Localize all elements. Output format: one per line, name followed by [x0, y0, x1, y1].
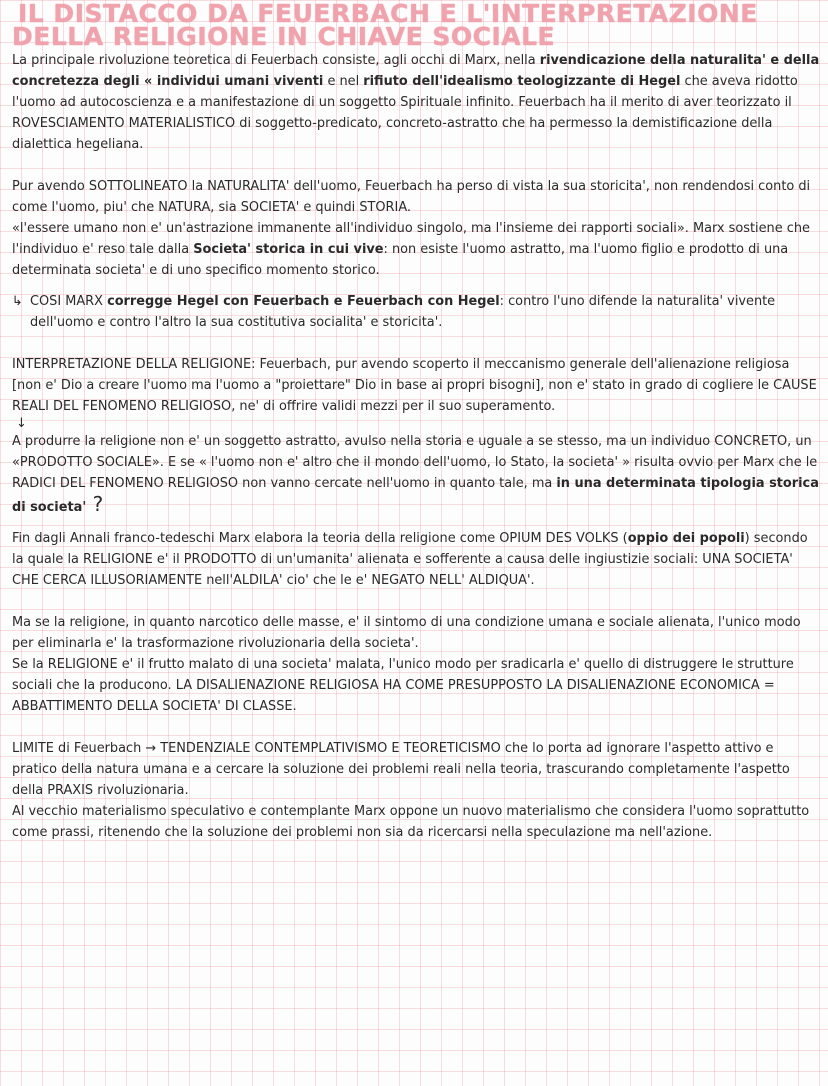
paragraph-feuerbach-merit: La principale rivoluzione teoretica di Feuerbach consiste, agli occhi di Marx, nella rivendicazione della naturalita' e della concretezza degli « individui umani viventi e nel rifiuto dell'idealismo teologizzante di Hegel che aveva ridotto l'uomo ad autocoscienza e a manifestazione di un soggetto Spirituale infinito. Feuerbach ha il merito di aver teorizzato il ROVESCIAMENTO MATERIALISTICO di soggetto-predicato, concreto-astratto che ha permesso la demistificazione della dialettica hegeliana.: [12, 53, 820, 152]
title-line-1: IL DISTACCO DA FEUERBACH E L'INTERPRETAZIONE: [18, 0, 758, 28]
paragraph-opium: Fin dagli Annali franco-tedeschi Marx elabora la teoria della religione come OPIUM DES VOLKS (oppio dei popoli) secondo la quale la RELIGIONE e' il PRODOTTO di un'umanita' alienata e sofferente a causa delle ingiustizie sociali: UNA SOCIETA' CHE CERCA ILLUSORIAMENTE nell'ALDILA' cio' che le e' NEGATO NELL' ALDIQUA'.: [12, 531, 808, 588]
paragraph-producing-religion: A produrre la religione non e' un soggetto astratto, avulso nella storia e uguale a se stesso, ma un individuo CONCRETO, un «PRODOTTO SOCIALE». E se « l'uomo non e' altro che il mondo dell'uomo, lo Stato, la societa' » risulta ovvio per Marx che le RADICI DEL FENOMENO RELIGIOSO non vanno cercate nell'uomo in quanto tale, ma in una determinata tipologia storica di societa' ?: [12, 434, 819, 516]
notes-page: [12, 2, 820, 843]
down-arrow-icon: ↓: [16, 416, 27, 431]
turn-arrow-icon: ↳: [12, 294, 23, 309]
paragraph-historicity: Pur avendo SOTTOLINEATO la NATURALITA' dell'uomo, Feuerbach ha perso di vista la sua storicita', non rendendosi conto di come l'uomo, piu' che NATURA, sia SOCIETA' e quindi STORIA. «l'essere umano non e' un'astrazione immanente all'individuo singolo, ma l'insieme dei rapporti sociali». Marx sostiene che l'individuo e' reso tale dalla Societa' storica in cui vive: non esiste l'uomo astratto, ma l'uomo figlio e prodotto di una determinata societa' e di uno specifico momento storico.: [12, 179, 811, 278]
paragraph-interpretation-religion: INTERPRETAZIONE DELLA RELIGIONE: Feuerbach, pur avendo scoperto il meccanismo generale dell'alienazione religiosa [non e' Dio a creare l'uomo ma l'uomo a "proiettare" Dio in base ai propri bisogni], non e' stato in grado di cogliere le CAUSE REALI DEL FENOMENO RELIGIOSO, ne' di offrire validi mezzi per il suo superamento.: [12, 357, 817, 414]
question-mark-icon: ?: [86, 492, 104, 516]
paragraph-marx-corrects: ↳ COSI MARX corregge Hegel con Feuerbach e Feuerbach con Hegel: contro l'uno difende la naturalita' vivente dell'uomo e contro l'altro la sua costitutiva socialita' e storicita'.: [12, 291, 820, 333]
paragraph-revolution: Ma se la religione, in quanto narcotico delle masse, e' il sintomo di una condizione umana e sociale alienata, l'unico modo per eliminarla e' la trasformazione rivoluzionaria della societa'. Se la RELIGIONE e' il frutto malato di una societa' malata, l'unico modo per sradicarla e' quello di distruggere le strutture sociali che la producono. LA DISALIENAZIONE RELIGIOSA HA COME PRESUPPOSTO LA DISALIENAZIONE ECONOMICA = ABBATTIMENTO DELLA SOCIETA' DI CLASSE.: [12, 615, 801, 714]
paragraph-limit: LIMITE di Feuerbach → TENDENZIALE CONTEMPLATIVISMO E TEORETICISMO che lo porta ad ignorare l'aspetto attivo e pratico della natura umana e a cercare la soluzione dei problemi reali nella teoria, trascurando completamente l'aspetto della PRAXIS rivoluzionaria. Al vecchio materialismo speculativo e contemplante Marx oppone un nuovo materialismo che considera l'uomo soprattutto come prassi, ritenendo che la soluzione dei problemi non sia da ricercarsi nella speculazione ma nell'azione.: [12, 741, 810, 840]
title-line-2: DELLA RELIGIONE IN CHIAVE SOCIALE: [12, 22, 556, 51]
